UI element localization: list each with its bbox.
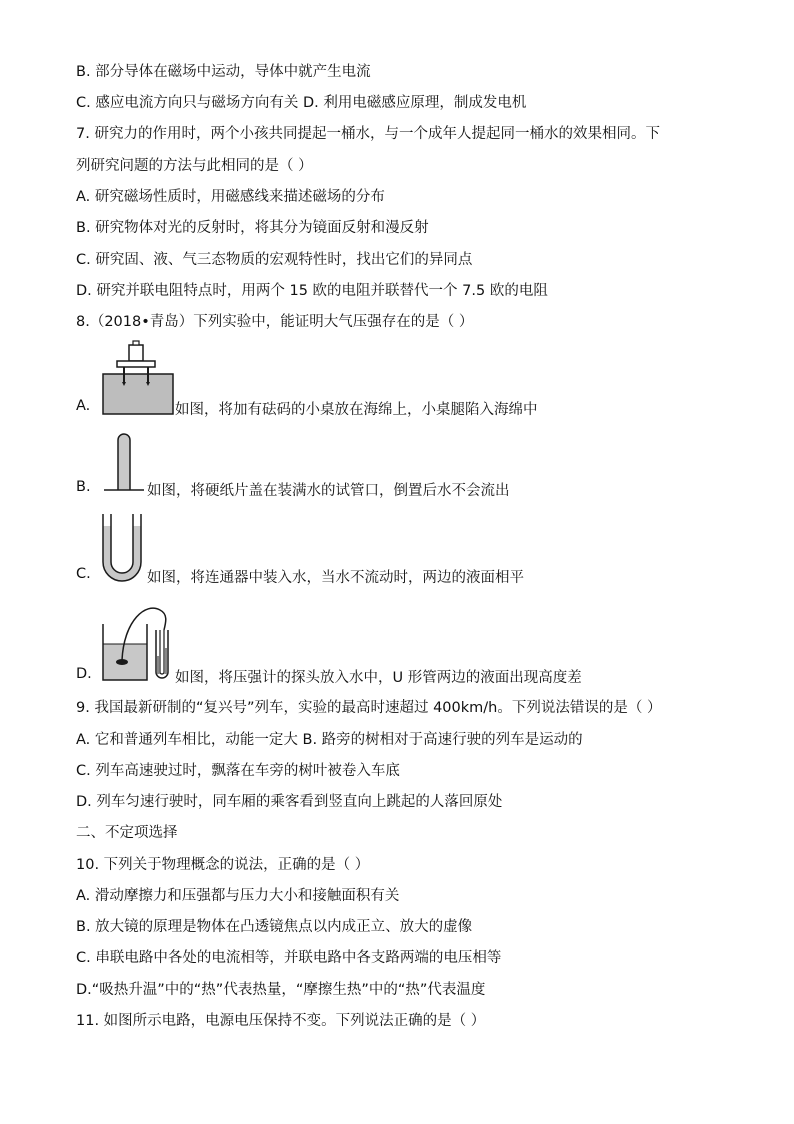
table-on-sponge-figure <box>102 340 174 416</box>
q9-stem: 9. 我国最新研制的“复兴号”列车，实验的最高时速超过 400km/h。下列说法错误的是（ ） <box>76 700 662 716</box>
q7-stem-line1: 7. 研究力的作用时，两个小孩共同提起一桶水，与一个成年人提起同一桶水的效果相同。下 <box>76 126 660 142</box>
q7-stem-line2: 列研究问题的方法与此相同的是（ ） <box>76 158 313 174</box>
q9-option-c: C. 列车高速驶过时，飘落在车旁的树叶被卷入车底 <box>76 763 400 779</box>
q10-stem: 10. 下列关于物理概念的说法，正确的是（ ） <box>76 857 370 873</box>
q8-option-c <box>76 512 696 584</box>
inverted-test-tube-figure <box>102 428 146 492</box>
q7-option-a: A. 研究磁场性质时，用磁感线来描述磁场的分布 <box>76 189 385 205</box>
q9-option-d: D. 列车匀速行驶时，同车厢的乘客看到竖直向上跳起的人落回原处 <box>76 794 503 810</box>
q11-stem: 11. 如图所示电路，电源电压保持不变。下列说法正确的是（ ） <box>76 1013 486 1029</box>
q8-stem: 8.（2018•青岛）下列实验中，能证明大气压强存在的是（ ） <box>76 314 474 330</box>
pressure-gauge-figure <box>102 600 174 684</box>
q7-option-b: B. 研究物体对光的反射时，将其分为镜面反射和漫反射 <box>76 220 429 236</box>
q9-options-ab: A. 它和普通列车相比，动能一定大 B. 路旁的树相对于高速行驶的列车是运动的 <box>76 732 583 748</box>
q10-option-b: B. 放大镜的原理是物体在凸透镜焦点以内成正立、放大的虚像 <box>76 919 473 935</box>
q10-option-d: D.“吸热升温”中的“热”代表热量，“摩擦生热”中的“热”代表温度 <box>76 982 486 998</box>
q8-option-a-text: 如图，将加有砝码的小桌放在海绵上，小桌腿陷入海绵中 <box>175 402 538 418</box>
q8-option-d <box>76 600 716 684</box>
q6-option-b: B. 部分导体在磁场中运动，导体中就产生电流 <box>76 64 371 80</box>
q8-option-a-letter: A. <box>76 398 91 414</box>
connected-vessel-figure <box>98 512 146 582</box>
q10-option-c: C. 串联电路中各处的电流相等，并联电路中各支路两端的电压相等 <box>76 950 502 966</box>
section-heading: 二、不定项选择 <box>76 825 178 841</box>
q7-option-c: C. 研究固、液、气三态物质的宏观特性时，找出它们的异同点 <box>76 252 473 268</box>
q8-option-b-text: 如图，将硬纸片盖在装满水的试管口，倒置后水不会流出 <box>147 483 510 499</box>
q8-option-b <box>76 428 696 498</box>
q8-option-b-letter: B. <box>76 479 91 495</box>
q6-options-cd: C. 感应电流方向只与磁场方向有关 D. 利用电磁感应原理，制成发电机 <box>76 95 527 111</box>
q8-option-c-text: 如图，将连通器中装入水，当水不流动时，两边的液面相平 <box>147 570 524 586</box>
q7-option-d: D. 研究并联电阻特点时，用两个 15 欧的电阻并联替代一个 7.5 欧的电阻 <box>76 283 548 299</box>
q8-option-a <box>76 340 696 424</box>
q8-option-d-letter: D. <box>76 666 92 682</box>
q8-option-c-letter: C. <box>76 566 91 582</box>
q10-option-a: A. 滑动摩擦力和压强都与压力大小和接触面积有关 <box>76 888 400 904</box>
q8-option-d-text: 如图，将压强计的探头放入水中，U 形管两边的液面出现高度差 <box>175 670 582 686</box>
